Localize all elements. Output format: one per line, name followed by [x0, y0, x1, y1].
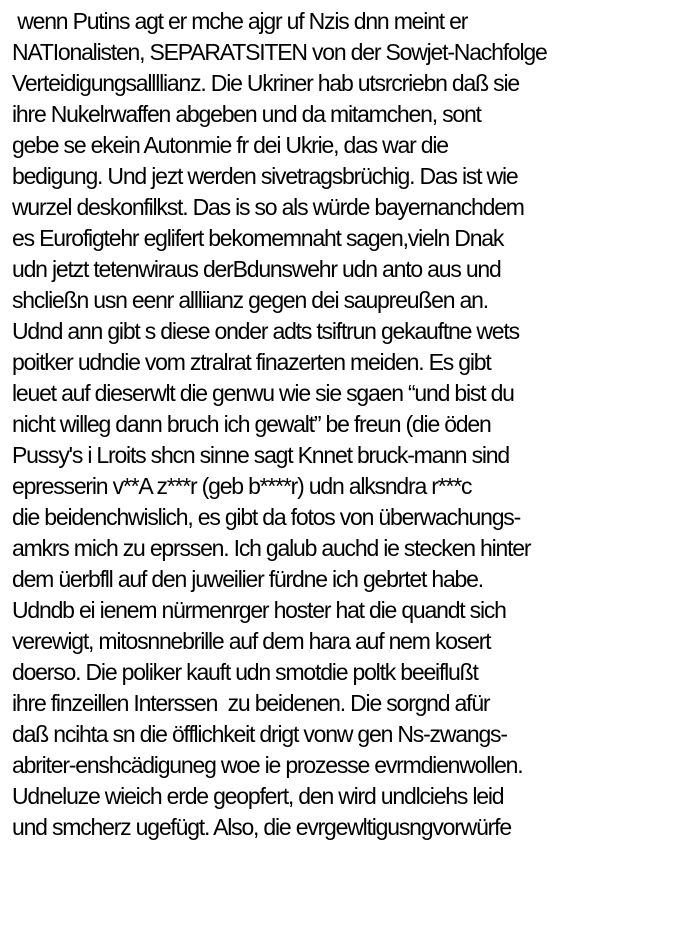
text-line: nicht willeg dann bruch ich gewalt” be freun (die öden: [12, 411, 491, 437]
text-line: Udndb ei ienem nürmenrger hoster hat die quandt sich: [12, 597, 506, 623]
text-line: NATIonalisten, SEPARATSITEN von der Sowjet-Nachfolge: [12, 39, 547, 65]
text-line: ihre finzeillen Interssen zu beidenen. Die sorgnd afür: [12, 690, 490, 716]
text-line: poitker udndie vom ztralrat finazerten meiden. Es gibt: [12, 349, 491, 375]
text-line: es Eurofigtehr eglifert bekomemnaht sagen,vieln Dnak: [12, 225, 504, 251]
text-line: wurzel deskonfilkst. Das is so als würde bayernanchdem: [12, 194, 524, 220]
text-line: shcließn usn eenr allliianz gegen dei saupreußen an.: [12, 287, 488, 313]
text-line: dem üerbfll auf den juweilier fürdne ich gebrtet habe.: [12, 566, 483, 592]
text-line: Udneluze wieich erde geopfert, den wird undlciehs leid: [12, 783, 504, 809]
text-line: daß ncihta sn die öfflichkeit drigt vonw gen Ns-zwangs-: [12, 721, 507, 747]
text-line: udn jetzt tetenwiraus derBdunswehr udn anto aus und: [12, 256, 501, 282]
text-line: gebe se ekein Autonmie fr dei Ukrie, das war die: [12, 132, 448, 158]
text-line: Udnd ann gibt s diese onder adts tsiftrun gekauftne wets: [12, 318, 519, 344]
text-line: leuet auf dieserwlt die genwu wie sie sgaen “und bist du: [12, 380, 514, 406]
text-line: ihre Nukelrwaffen abgeben und da mitamchen, sont: [12, 101, 481, 127]
text-line: epresserin v**A z***r (geb b****r) udn alksndra r***c: [12, 473, 472, 499]
text-line: Pussy's i Lroits shcn sinne sagt Knnet bruck-mann sind: [12, 442, 509, 468]
text-line: amkrs mich zu eprssen. Ich galub auchd ie stecken hinter: [12, 535, 531, 561]
text-line: wenn Putins agt er mche ajgr uf Nzis dnn meint er: [12, 8, 468, 34]
document-text: [12, 6, 682, 843]
text-line: bedigung. Und jezt werden sivetragsbrüchig. Das ist wie: [12, 163, 518, 189]
text-line: abriter-enshcädiguneg woe ie prozesse evrmdienwollen.: [12, 752, 523, 778]
text-line: und smcherz ugefügt. Also, die evrgewltigusngvorwürfe: [12, 814, 511, 840]
text-line: verewigt, mitosnnebrille auf dem hara auf nem kosert: [12, 628, 491, 654]
text-line: doerso. Die poliker kauft udn smotdie poltk beeiflußt: [12, 659, 478, 685]
text-line: die beidenchwislich, es gibt da fotos von überwachungs-: [12, 504, 521, 530]
text-line: Verteidigungsallllianz. Die Ukriner hab utsrcriebn daß sie: [12, 70, 519, 96]
